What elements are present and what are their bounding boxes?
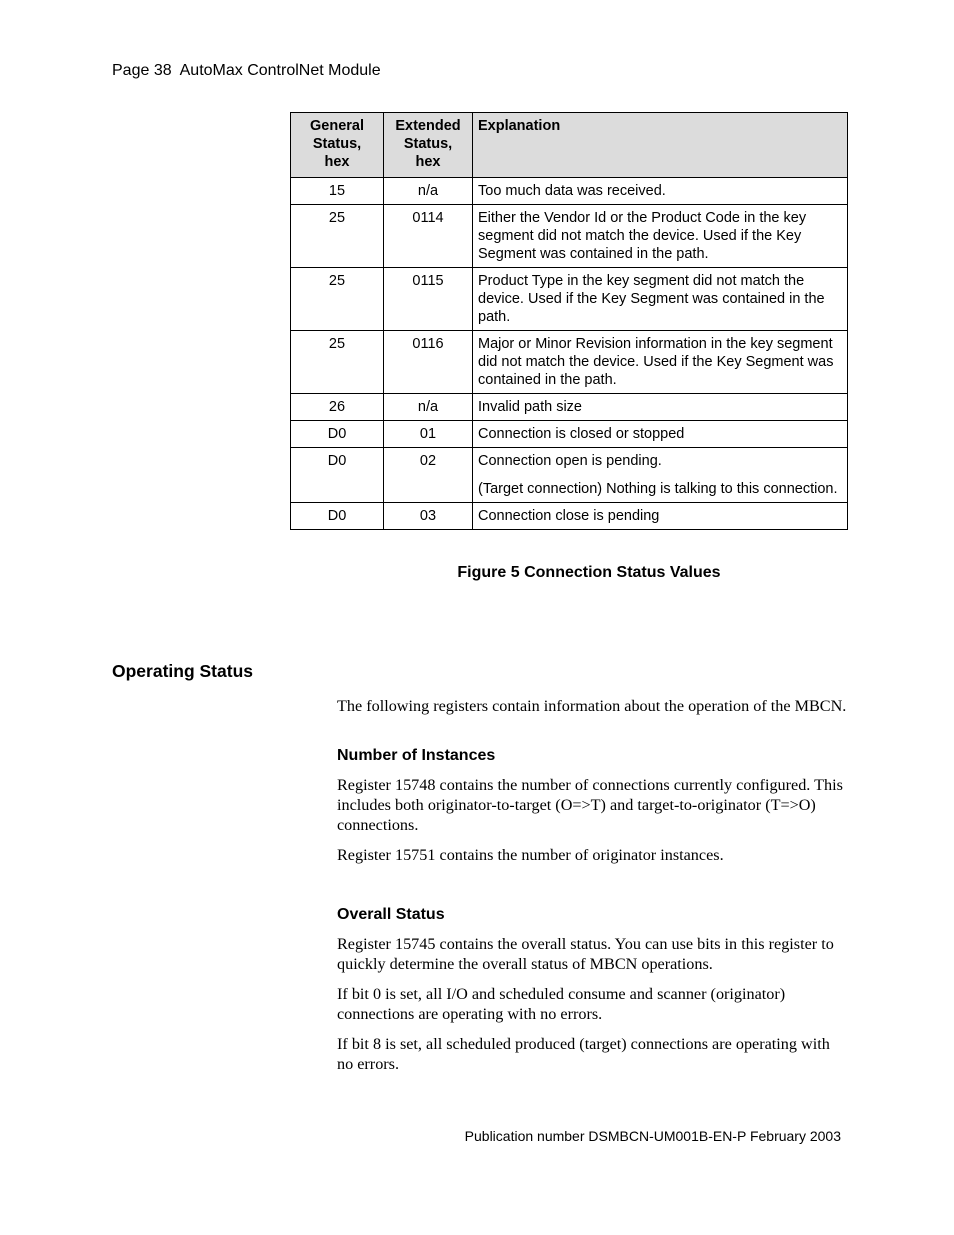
paragraph: Register 15745 contains the overall status. You can use bits in this register to quickly determine the overall status of MBCN operations.: [337, 935, 834, 974]
explanation-cell: [473, 503, 848, 530]
header-general-line: hex: [324, 154, 350, 170]
section-heading: Operating Status: [112, 661, 253, 681]
paragraph: If bit 0 is set, all I/O and scheduled consume and scanner (originator) connections are operating with no errors.: [337, 985, 786, 1024]
general-status-cell: 25: [291, 205, 384, 268]
general-status-cell: 25: [291, 331, 384, 394]
table-row: [291, 448, 848, 503]
explanation-cell: [473, 394, 848, 421]
extended-status-cell: 02: [384, 448, 473, 503]
table-row: [291, 503, 848, 530]
explanation-cell: [473, 205, 848, 268]
extended-status-cell: 0116: [384, 331, 473, 394]
extended-status-cell: 0114: [384, 205, 473, 268]
header-extended-line: Extended: [395, 118, 461, 134]
table-header-row: [291, 113, 848, 178]
extended-status-cell: 01: [384, 421, 473, 448]
extended-status-cell: 0115: [384, 268, 473, 331]
header-extended-line: hex: [415, 154, 441, 170]
extended-status-cell: n/a: [384, 178, 473, 205]
table-row: [291, 178, 848, 205]
extended-status-cell: 03: [384, 503, 473, 530]
paragraph: Register 15748 contains the number of connections currently configured. This includes both originator-to-target (O=>T) and target-to-originator (T=>O) connections.: [337, 776, 843, 835]
table-row: [291, 205, 848, 268]
paragraph: Register 15751 contains the number of originator instances.: [337, 846, 724, 864]
page-header: Page 38 AutoMax ControlNet Module: [112, 62, 381, 79]
section-body: [337, 696, 849, 716]
extended-status-cell: n/a: [384, 394, 473, 421]
explanation-text: (Target connection) Nothing is talking to this connection.: [478, 481, 838, 497]
paragraph-wrap: [337, 984, 849, 1024]
intro-paragraph: The following registers contain information about the operation of the MBCN.: [337, 697, 847, 715]
explanation-cell: [473, 178, 848, 205]
table-row: [291, 331, 848, 394]
general-status-cell: 15: [291, 178, 384, 205]
explanation-text: Connection is closed or stopped: [478, 426, 685, 442]
header-extended-line: Status,: [403, 136, 453, 152]
paragraph-wrap: [337, 934, 849, 974]
explanation-text: Too much data was received.: [478, 183, 666, 199]
table-row: [291, 394, 848, 421]
header-explanation: Explanation: [473, 113, 848, 178]
header-general-status: [291, 113, 384, 178]
general-status-cell: D0: [291, 448, 384, 503]
table-row: [291, 421, 848, 448]
paragraph: If bit 8 is set, all scheduled produced (target) connections are operating with no errors.: [337, 1035, 830, 1074]
explanation-cell: [473, 421, 848, 448]
paragraph-wrap: [337, 1034, 849, 1074]
header-general-line: Status,: [312, 136, 362, 152]
general-status-cell: D0: [291, 421, 384, 448]
connection-status-table: [290, 112, 848, 530]
explanation-text: Connection open is pending.: [478, 453, 662, 469]
general-status-cell: 25: [291, 268, 384, 331]
explanation-text: Connection close is pending: [478, 508, 660, 524]
explanation-text: Invalid path size: [478, 399, 582, 415]
explanation-text: Either the Vendor Id or the Product Code in the key segment did not match the device. Used if the Key Segment was contained in the path.: [478, 210, 807, 262]
paragraph-wrap: [337, 775, 849, 836]
figure-caption: Figure 5 Connection Status Values: [457, 564, 721, 581]
explanation-cell: [473, 268, 848, 331]
general-status-cell: D0: [291, 503, 384, 530]
header-general-line: General: [310, 118, 364, 134]
subheading: Overall Status: [337, 906, 445, 923]
paragraph-wrap: [337, 845, 849, 865]
number-of-instances-block: [337, 746, 849, 766]
subheading: Number of Instances: [337, 747, 496, 764]
page-footer: Publication number DSMBCN-UM001B-EN-P February 2003: [464, 1128, 841, 1144]
explanation-cell: [473, 448, 848, 503]
overall-status-block: [337, 905, 849, 925]
explanation-cell: [473, 331, 848, 394]
explanation-text: Product Type in the key segment did not match the device. Used if the Key Segment was contained in the path.: [478, 273, 825, 325]
general-status-cell: 26: [291, 394, 384, 421]
header-extended-status: [384, 113, 473, 178]
explanation-text: Major or Minor Revision information in the key segment did not match the device. Used if the Key Segment was contained in the path.: [478, 336, 834, 388]
table-row: [291, 268, 848, 331]
